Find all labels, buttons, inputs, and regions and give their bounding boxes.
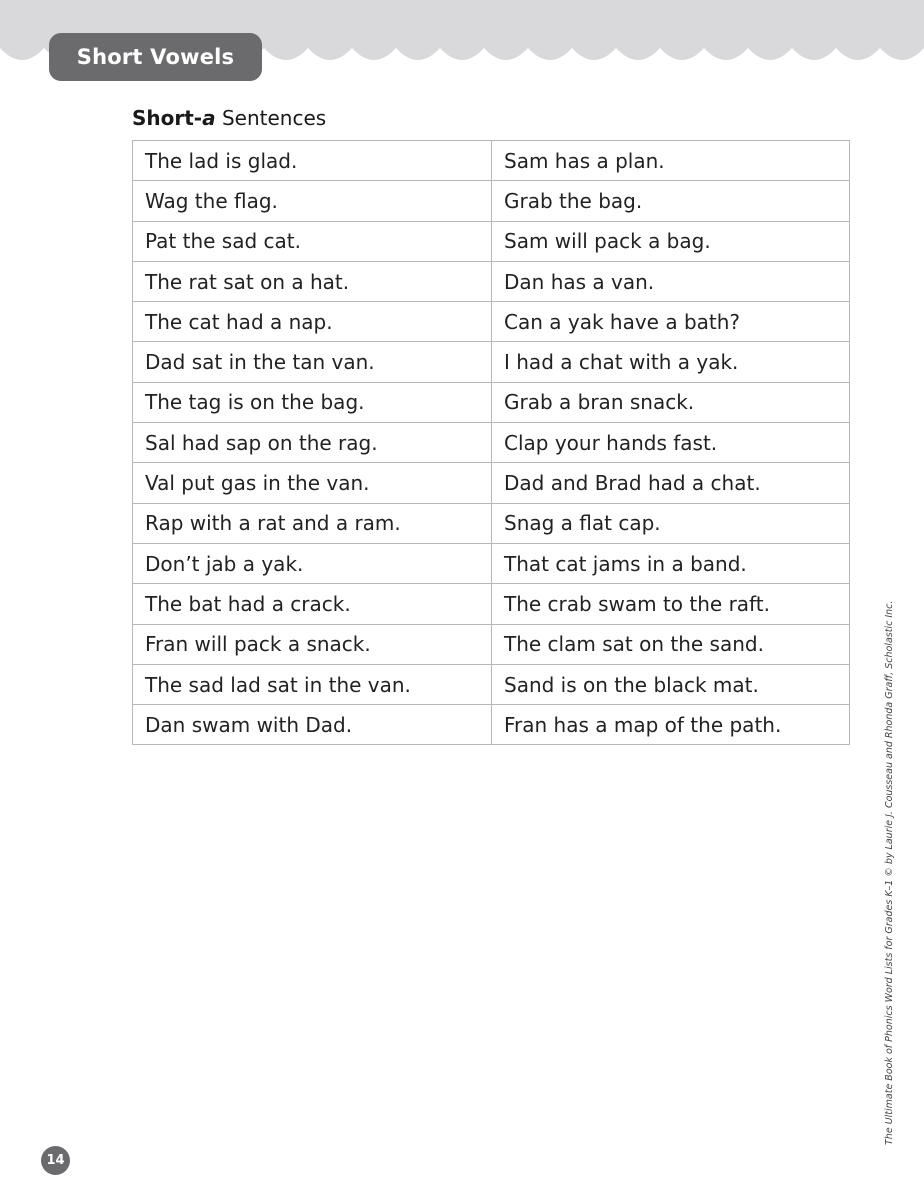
sentence-cell: The crab swam to the raft.: [492, 584, 850, 624]
sentence-cell: The cat had a nap.: [133, 302, 492, 342]
table-row: [133, 503, 850, 543]
table-row: [133, 624, 850, 664]
table-row: [133, 302, 850, 342]
sentence-cell: Fran will pack a snack.: [133, 624, 492, 664]
table-row: [133, 463, 850, 503]
copyright-credit: The Ultimate Book of Phonics Word Lists for Grades K–1 © by Laurie J. Cousseau and Rhonda Graff, Scholastic Inc.: [884, 600, 895, 1145]
table-row: [133, 221, 850, 261]
table-row: [133, 141, 850, 181]
table-row: [133, 584, 850, 624]
section-tab: Short Vowels: [49, 33, 262, 81]
heading-vowel: a: [202, 106, 216, 130]
page-heading: [132, 106, 326, 130]
table-row: [133, 543, 850, 583]
sentence-cell: The tag is on the bag.: [133, 382, 492, 422]
sentence-cell: Fran has a map of the path.: [492, 705, 850, 745]
sentence-cell: The clam sat on the sand.: [492, 624, 850, 664]
sentence-cell: That cat jams in a band.: [492, 543, 850, 583]
table-row: [133, 705, 850, 745]
sentence-cell: Sal had sap on the rag.: [133, 423, 492, 463]
sentence-cell: Sand is on the black mat.: [492, 664, 850, 704]
table-row: [133, 261, 850, 301]
table-row: [133, 342, 850, 382]
table-row: [133, 181, 850, 221]
heading-rest: Sentences: [215, 106, 327, 130]
sentence-cell: Sam has a plan.: [492, 141, 850, 181]
sentence-cell: Wag the flag.: [133, 181, 492, 221]
sentence-cell: Sam will pack a bag.: [492, 221, 850, 261]
page-number-badge: 14: [41, 1146, 70, 1175]
sentence-cell: Grab the bag.: [492, 181, 850, 221]
sentence-cell: The lad is glad.: [133, 141, 492, 181]
sentence-cell: Dad sat in the tan van.: [133, 342, 492, 382]
sentences-table: [132, 140, 850, 745]
sentence-cell: Clap your hands fast.: [492, 423, 850, 463]
heading-prefix: Short-: [132, 106, 203, 130]
sentence-cell: Pat the sad cat.: [133, 221, 492, 261]
sentence-cell: The sad lad sat in the van.: [133, 664, 492, 704]
sentence-cell: The rat sat on a hat.: [133, 261, 492, 301]
sentence-cell: I had a chat with a yak.: [492, 342, 850, 382]
sentence-cell: Can a yak have a bath?: [492, 302, 850, 342]
sentence-cell: Rap with a rat and a ram.: [133, 503, 492, 543]
table-row: [133, 423, 850, 463]
sentence-cell: Val put gas in the van.: [133, 463, 492, 503]
table-row: [133, 664, 850, 704]
sentence-cell: The bat had a crack.: [133, 584, 492, 624]
sentence-cell: Dan swam with Dad.: [133, 705, 492, 745]
sentence-cell: Don’t jab a yak.: [133, 543, 492, 583]
sentence-cell: Snag a flat cap.: [492, 503, 850, 543]
sentence-cell: Dad and Brad had a chat.: [492, 463, 850, 503]
sentence-cell: Grab a bran snack.: [492, 382, 850, 422]
table-row: [133, 382, 850, 422]
sentence-cell: Dan has a van.: [492, 261, 850, 301]
sentences-table-body: [133, 141, 850, 745]
